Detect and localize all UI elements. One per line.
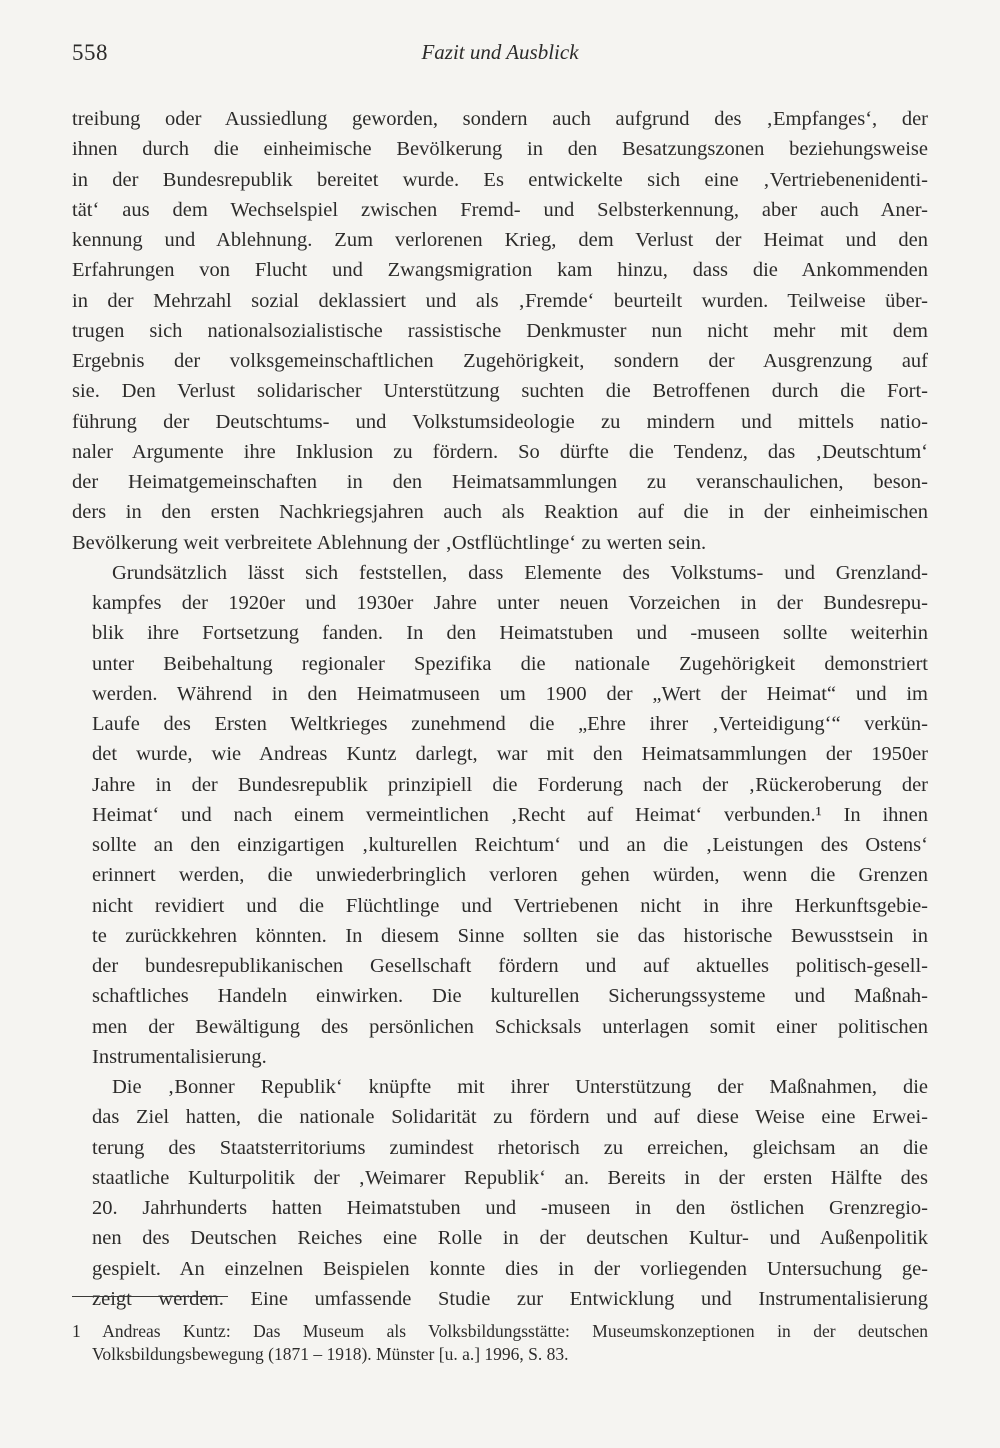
text-line: Heimat‘ und nach einem vermeintlichen ‚Recht auf Heimat‘ verbunden.¹ In ihnen xyxy=(92,803,928,826)
text-line: nen des Deutschen Reiches eine Rolle in der deutschen Kultur- und Außenpolitik xyxy=(92,1227,928,1250)
text-line: nicht revidiert und die Flüchtlinge und Vertriebenen nicht in ihre Herkunftsgebie- xyxy=(92,894,928,917)
text-line: ders in den ersten Nachkriegsjahren auch als Reaktion auf die in der einheimischen xyxy=(72,501,928,524)
paragraph-1 xyxy=(72,104,928,558)
paragraph-3 xyxy=(72,1072,928,1314)
footnote-line: 1 Andreas Kuntz: Das Museum als Volksbildungsstätte: Museumskonzeptionen in der deutschen xyxy=(72,1321,928,1341)
text-line: Ergebnis der volksgemeinschaftlichen Zugehörigkeit, sondern der Ausgrenzung auf xyxy=(72,350,928,372)
text-line: erinnert werden, die unwiederbringlich verloren gehen würden, wenn die Grenzen xyxy=(92,864,928,887)
text-line: schaftliches Handeln einwirken. Die kulturellen Sicherungssysteme und Maßnah- xyxy=(92,985,928,1008)
text-line: det wurde, wie Andreas Kuntz darlegt, war mit den Heimatsammlungen der 1950er xyxy=(92,743,928,766)
text-line: Laufe des Ersten Weltkrieges zunehmend die „Ehre ihrer ‚Verteidigung‘“ verkün- xyxy=(92,713,928,735)
body-text xyxy=(72,104,928,1314)
text-line: sie. Den Verlust solidarischer Unterstützung suchten die Betroffenen durch die Fort- xyxy=(72,380,928,403)
footnote-line: Volksbildungsbewegung (1871 – 1918). Münster [u. a.] 1996, S. 83. xyxy=(92,1344,569,1364)
text-line: in der Bundesrepublik bereitet wurde. Es entwickelte sich eine ‚Vertriebenenidenti- xyxy=(72,168,928,191)
text-line: kampfes der 1920er und 1930er Jahre unter neuen Vorzeichen in der Bundesrepu- xyxy=(92,592,928,614)
paragraph-2 xyxy=(72,558,928,1072)
text-line: Erfahrungen von Flucht und Zwangsmigration kam hinzu, dass die Ankommenden xyxy=(72,259,928,282)
text-line: Instrumentalisierung. xyxy=(92,1045,267,1068)
footnote-rule xyxy=(72,1296,228,1297)
running-head: Fazit und Ausblick xyxy=(421,40,579,64)
text-line: men der Bewältigung des persönlichen Schicksals unterlagen somit einer politischen xyxy=(92,1015,928,1038)
text-line: trugen sich nationalsozialistische rassistische Denkmuster nun nicht mehr mit dem xyxy=(72,319,928,342)
text-line: 20. Jahrhunderts hatten Heimatstuben und -museen in den östlichen Grenzregio- xyxy=(92,1197,928,1219)
page-number: 558 xyxy=(72,40,108,65)
text-line: gespielt. An einzelnen Beispielen konnte dies in der vorliegenden Untersuchung ge- xyxy=(92,1257,928,1280)
text-line: das Ziel hatten, die nationale Solidarität zu fördern und auf diese Weise eine Erwei- xyxy=(92,1106,928,1129)
text-line: in der Mehrzahl sozial deklassiert und als ‚Fremde‘ beurteilt wurden. Teilweise über- xyxy=(72,289,928,312)
text-line: kennung und Ablehnung. Zum verlorenen Krieg, dem Verlust der Heimat und den xyxy=(72,229,928,251)
text-line: te zurückkehren könnten. In diesem Sinne sollten sie das historische Bewusstsein in xyxy=(92,924,928,947)
footnote xyxy=(72,1320,928,1366)
page-header xyxy=(72,40,928,72)
text-line: ihnen durch die einheimische Bevölkerung in den Besatzungszonen beziehungsweise xyxy=(72,138,928,161)
text-line: sollte an den einzigartigen ‚kulturellen Reichtum‘ und an die ‚Leistungen des Ostens‘ xyxy=(92,834,928,856)
text-line: Jahre in der Bundesrepublik prinzipiell die Forderung nach der ‚Rückeroberung der xyxy=(92,773,928,796)
text-line: führung der Deutschtums- und Volkstumsideologie zu mindern und mittels natio- xyxy=(72,410,928,433)
text-line: zeigt werden. Eine umfassende Studie zur Entwicklung und Instrumentalisierung xyxy=(92,1287,928,1310)
text-line: blik ihre Fortsetzung fanden. In den Heimatstuben und -museen sollte weiterhin xyxy=(92,622,928,645)
text-line: staatliche Kulturpolitik der ‚Weimarer Republik‘ an. Bereits in der ersten Hälfte des xyxy=(92,1166,928,1189)
text-line: terung des Staatsterritoriums zumindest rhetorisch zu erreichen, gleichsam an die xyxy=(92,1136,928,1159)
text-line: treibung oder Aussiedlung geworden, sondern auch aufgrund des ‚Empfanges‘, der xyxy=(72,108,928,130)
text-line: Die ‚Bonner Republik‘ knüpfte mit ihrer Unterstützung der Maßnahmen, die xyxy=(112,1076,928,1098)
text-line: naler Argumente ihre Inklusion zu fördern. So dürfte die Tendenz, das ‚Deutschtum‘ xyxy=(72,440,928,463)
text-line: der Heimatgemeinschaften in den Heimatsammlungen zu veranschaulichen, beson- xyxy=(72,471,928,493)
text-line: der bundesrepublikanischen Gesellschaft fördern und auf aktuelles politisch-gesell- xyxy=(92,955,928,977)
text-line: werden. Während in den Heimatmuseen um 1900 der „Wert der Heimat“ und im xyxy=(92,682,928,705)
text-line: unter Beibehaltung regionaler Spezifika die nationale Zugehörigkeit demonstriert xyxy=(92,652,928,675)
text-line: Grundsätzlich lässt sich feststellen, dass Elemente des Volkstums- und Grenzland- xyxy=(112,561,928,584)
text-line: tät‘ aus dem Wechselspiel zwischen Fremd- und Selbsterkennung, aber auch Aner- xyxy=(72,198,928,221)
text-line: Bevölkerung weit verbreitete Ablehnung der ‚Ostflüchtlinge‘ zu werten sein. xyxy=(72,531,707,554)
